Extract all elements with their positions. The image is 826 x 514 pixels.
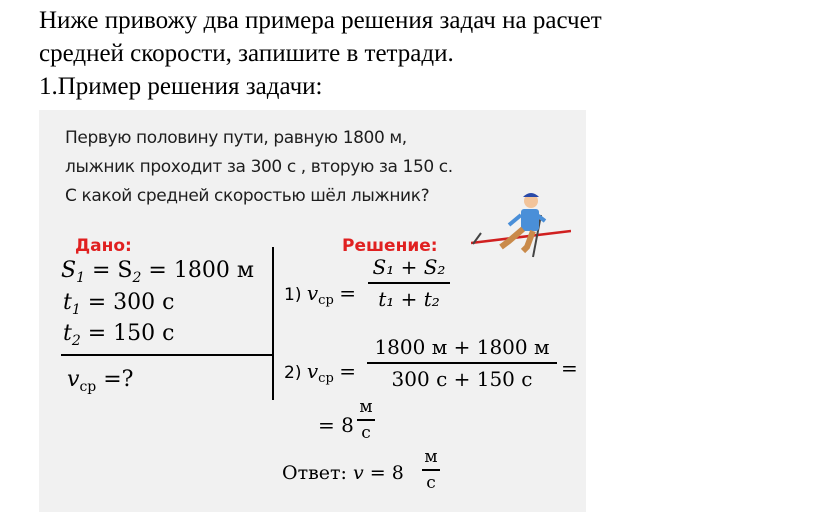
problem-line-2: лыжник проходит за 300 с , вторую за 150 с.: [65, 157, 453, 177]
given-divider: [61, 354, 273, 356]
answer-unit: м с: [422, 446, 440, 494]
intro-line-2: средней скорости, запишите в тетради.: [39, 40, 454, 67]
answer-line: Ответ: v = 8: [282, 462, 404, 484]
step2-label: 2) $v_{ср}$ =: [284, 359, 356, 386]
intro-text: [39, 4, 819, 103]
step2-numerator: 1800 м + 1800 м: [374, 335, 550, 359]
example-card: [39, 110, 586, 512]
step1-fraction: [368, 253, 450, 313]
step1-numerator: S₁ + S₂: [372, 255, 446, 279]
problem-line-1: Первую половину пути, равную 1800 м,: [65, 128, 407, 148]
given-unknown: $v_{ср}$ =?: [67, 367, 134, 395]
step1-denominator: t₁ + t₂: [378, 286, 440, 311]
given-label: Дано:: [75, 236, 132, 256]
step3-unit: м с: [357, 396, 375, 444]
intro-line-1: Ниже привожу два примера решения задач на расчет: [39, 7, 602, 34]
step2-fraction: [367, 333, 557, 393]
given-t2: $t_2 = 150$ с: [63, 321, 175, 349]
given-vertical-divider: [272, 247, 274, 400]
solution-label: Решение:: [342, 236, 438, 256]
skier-icon: [471, 185, 571, 275]
step2-denominator: 300 с + 150 с: [391, 366, 533, 391]
intro-line-3: 1.Пример решения задачи:: [39, 73, 323, 100]
problem-line-3: С какой средней скоростью шёл лыжник?: [65, 186, 430, 206]
given-t1: $t_1 = 300$ с: [63, 290, 175, 318]
given-s: $S_1 = S_2 = 1800$ м: [61, 258, 254, 286]
step2-trailing-eq: =: [561, 356, 578, 380]
problem-statement: [65, 124, 535, 211]
step1-label: 1) $v_{ср}$ =: [284, 281, 356, 308]
step3-value: = 8: [318, 413, 354, 437]
